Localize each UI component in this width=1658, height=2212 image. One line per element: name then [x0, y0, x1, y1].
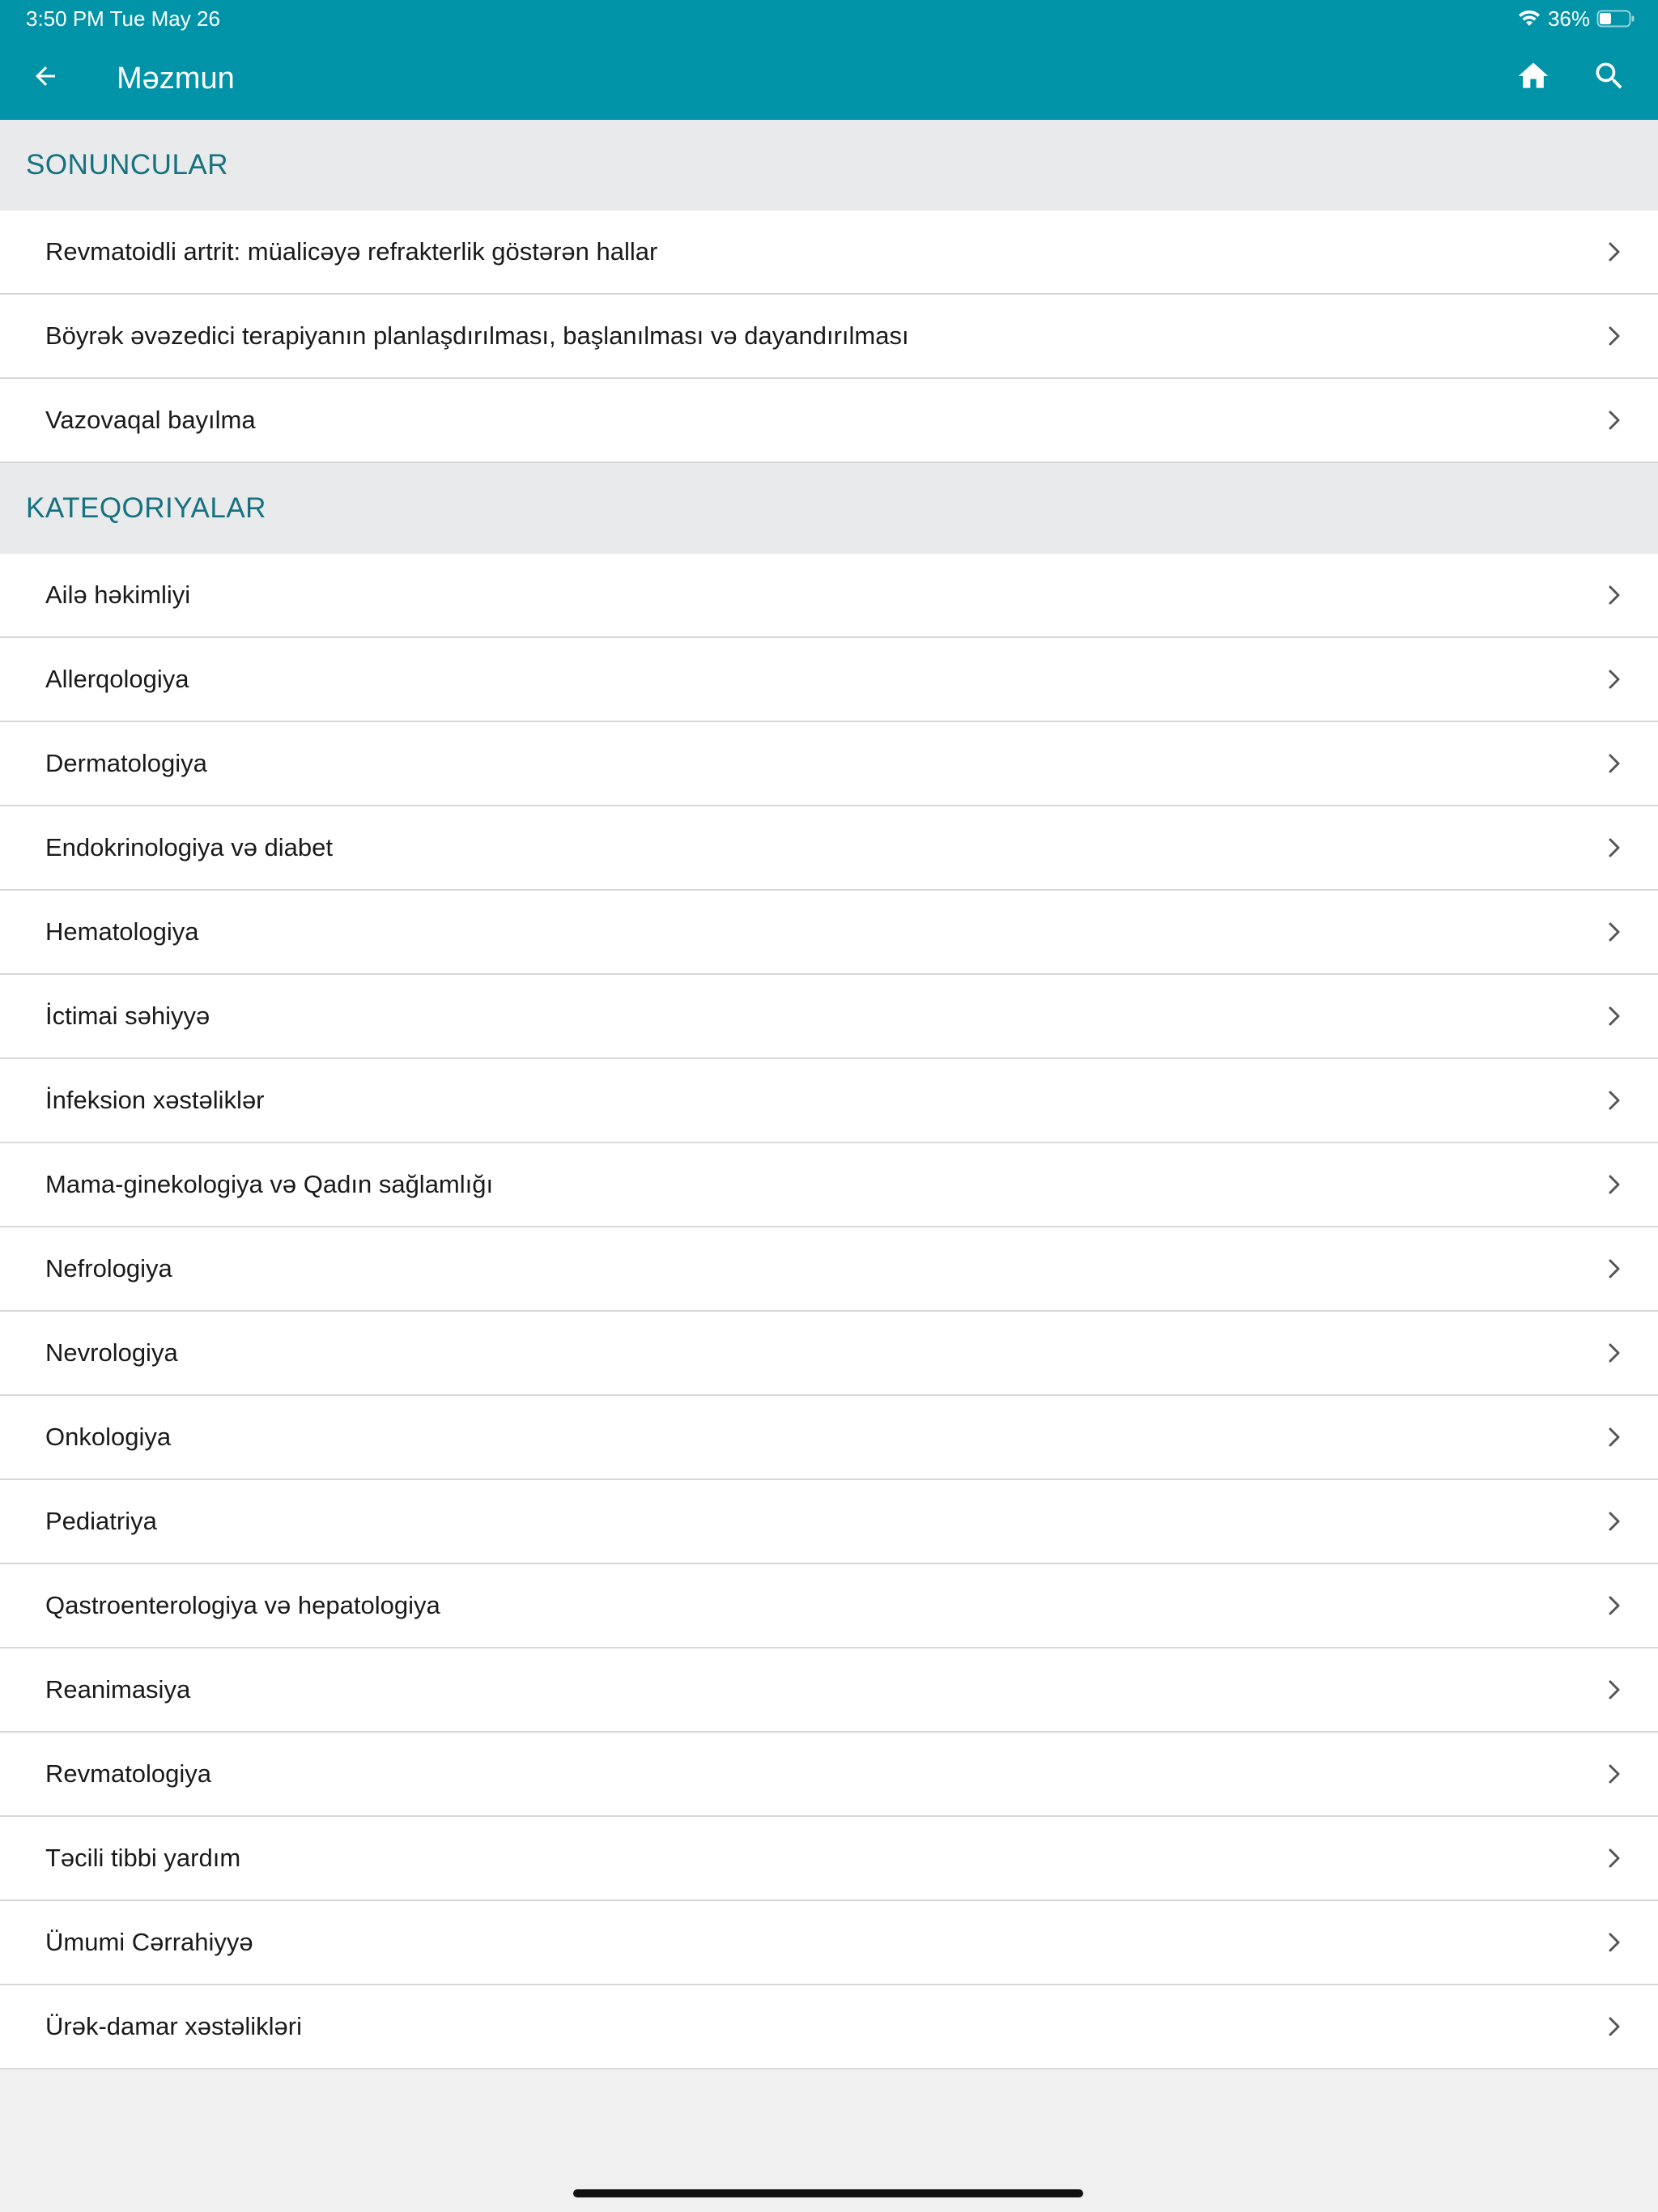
list-item[interactable] [0, 806, 1658, 891]
list-item-label: Ürək-damar xəstəlikləri [45, 2012, 302, 2040]
chevron-right-icon [1608, 837, 1621, 858]
list-item[interactable] [0, 1648, 1658, 1733]
list-item-label: Hematologiya [45, 917, 199, 946]
list-item[interactable] [0, 1396, 1658, 1480]
chevron-right-icon [1608, 1848, 1621, 1869]
chevron-right-icon [1608, 1679, 1621, 1700]
list-item[interactable] [0, 1817, 1658, 1901]
chevron-right-icon [1608, 1090, 1621, 1111]
categories-list [0, 554, 1658, 2069]
arrow-left-icon [31, 62, 60, 95]
chevron-right-icon [1608, 1595, 1621, 1616]
list-item[interactable] [0, 1564, 1658, 1648]
list-item[interactable] [0, 638, 1658, 722]
list-item[interactable] [0, 1480, 1658, 1564]
section-header-recent [0, 120, 1658, 211]
list-item-label: Nevrologiya [45, 1338, 178, 1367]
list-item-label: Pediatriya [45, 1507, 157, 1535]
list-item-label: Ümumi Cərrahiyyə [45, 1928, 253, 1956]
list-item-label: Vazovaqal bayılma [45, 406, 256, 434]
list-item-label: Endokrinologiya və diabet [45, 833, 334, 861]
app-header [0, 0, 1658, 120]
recent-list [0, 211, 1658, 463]
list-item-label: Dermatologiya [45, 749, 207, 777]
chevron-right-icon [1608, 410, 1621, 431]
back-button[interactable] [19, 52, 71, 104]
section-title: KATEQORIYALAR [26, 492, 266, 524]
chevron-right-icon [1608, 1342, 1621, 1363]
chevron-right-icon [1608, 325, 1621, 347]
chevron-right-icon [1608, 1763, 1621, 1784]
list-item[interactable] [0, 379, 1658, 463]
battery-icon [1596, 9, 1635, 28]
chevron-right-icon [1608, 241, 1621, 262]
list-item-label: Nefrologiya [45, 1254, 172, 1283]
chevron-right-icon [1608, 669, 1621, 690]
list-item-label: Böyrək əvəzedici terapiyanın planlaşdırılması, başlanılması və dayandırılması [45, 321, 909, 350]
page-title: Məzmun [117, 62, 235, 96]
chevron-right-icon [1608, 1006, 1621, 1027]
chevron-right-icon [1608, 1427, 1621, 1448]
list-item[interactable] [0, 1143, 1658, 1227]
list-item-label: İnfeksion xəstəliklər [45, 1086, 265, 1114]
list-item-label: Qastroenterologiya və hepatologiya [45, 1591, 440, 1619]
list-item[interactable] [0, 722, 1658, 806]
home-icon [1516, 58, 1551, 98]
content-list [0, 120, 1658, 2069]
list-item-label: Ailə həkimliyi [45, 581, 191, 609]
home-indicator[interactable] [573, 2189, 1083, 2197]
wifi-icon [1517, 10, 1541, 28]
section-header-categories [0, 463, 1658, 554]
status-time: 3:50 PM Tue May 26 [26, 6, 220, 31]
chevron-right-icon [1608, 921, 1621, 942]
list-item-label: Mama-ginekologiya və Qadın sağlamlığı [45, 1170, 494, 1198]
list-item[interactable] [0, 891, 1658, 975]
list-item[interactable] [0, 1227, 1658, 1312]
list-item[interactable] [0, 211, 1658, 295]
search-button[interactable] [1584, 52, 1635, 104]
list-item[interactable] [0, 554, 1658, 638]
battery-percent: 36% [1547, 6, 1590, 31]
chevron-right-icon [1608, 753, 1621, 774]
list-item[interactable] [0, 975, 1658, 1059]
list-item-label: Allerqologiya [45, 665, 189, 693]
chevron-right-icon [1608, 1932, 1621, 1953]
chevron-right-icon [1608, 1174, 1621, 1195]
home-button[interactable] [1507, 52, 1559, 104]
list-item-label: Revmatologiya [45, 1759, 212, 1788]
list-item[interactable] [0, 1901, 1658, 1985]
list-item-label: Onkologiya [45, 1423, 172, 1451]
list-item[interactable] [0, 1059, 1658, 1143]
chevron-right-icon [1608, 1258, 1621, 1279]
list-item[interactable] [0, 1985, 1658, 2069]
section-title: SONUNCULAR [26, 149, 229, 181]
list-item-label: Revmatoidli artrit: müalicəyə refrakterlik göstərən hallar [45, 237, 658, 266]
list-item[interactable] [0, 1733, 1658, 1817]
list-item-label: Təcili tibbi yardım [45, 1844, 241, 1872]
list-item[interactable] [0, 295, 1658, 379]
chevron-right-icon [1608, 1511, 1621, 1532]
status-indicators [1517, 6, 1635, 31]
list-item-label: Reanimasiya [45, 1675, 191, 1704]
list-item[interactable] [0, 1312, 1658, 1396]
chevron-right-icon [1608, 585, 1621, 606]
chevron-right-icon [1608, 2016, 1621, 2037]
list-item-label: İctimai səhiyyə [45, 1002, 210, 1030]
search-icon [1592, 58, 1627, 98]
